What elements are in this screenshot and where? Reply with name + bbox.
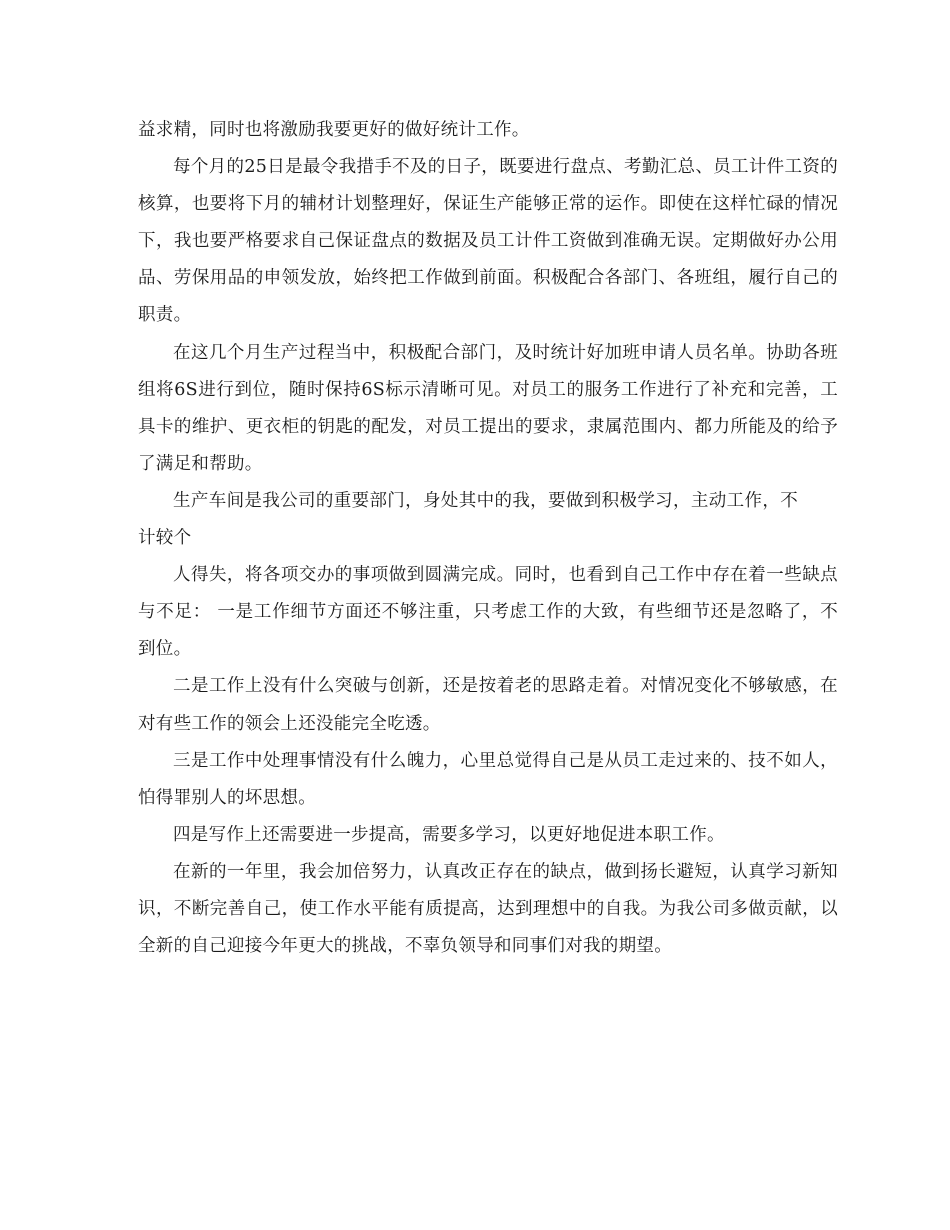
paragraph-continuation: 益求精，同时也将激励我要更好的做好统计工作。 (138, 120, 530, 140)
paragraph-production-support: 在这几个月生产过程当中，积极配合部门，及时统计好加班申请人员名单。协助各班组将6S进行到位，随时保持6S标示清晰可见。对员工的服务工作进行了补充和完善，工具卡的维护、更衣柜的钥匙的配发，对员工提出的要求，隶属范围内、都力所能及的给予了满足和帮助。 (138, 342, 838, 474)
paragraph-new-year-plan: 在新的一年里，我会加倍努力，认真改正存在的缺点，做到扬长避短，认真学习新知识，不断完善自己，使工作水平能有质提高，达到理想中的自我。为我公司多做贡献，以全新的自己迎接今年更大的挑战，不辜负领导和同事们对我的期望。 (138, 861, 838, 957)
paragraph-monthly-tasks: 每个月的25日是最令我措手不及的日子，既要进行盘点、考勤汇总、员工计件工资的核算，也要将下月的辅材计划整理好，保证生产能够正常的运作。即使在这样忙碌的情况下，我也要严格要求自己保证盘点的数据及员工计件工资做到准确无误。定期做好办公用品、劳保用品的申领发放，始终把工作做到前面。积极配合各部门、各班组，履行自己的职责。 (138, 157, 838, 326)
paragraph-shortcomings: 人得失，将各项交办的事项做到圆满完成。同时，也看到自己工作中存在着一些缺点与不足： 一是工作细节方面还不够注重，只考虑工作的大致，有些细节还是忽略了，不到位。 (138, 565, 838, 660)
paragraph-workshop-role: 生产车间是我公司的重要部门，身处其中的我，要做到积极学习，主动工作，不计较个 (138, 490, 798, 549)
paragraph-point-four: 四是写作上还需要进一步提高，需要多学习，以更好地促进本职工作。 (173, 824, 725, 845)
paragraph-point-two: 二是工作上没有什么突破与创新，还是按着老的思路走着。对情况变化不够敏感，在对有些工作的领会上还没能完全吃透。 (138, 676, 838, 734)
paragraph-point-three: 三是工作中处理事情没有什么魄力，心里总觉得自己是从员工走过来的、技不如人，怕得罪别人的坏思想。 (138, 750, 838, 808)
document-body (138, 112, 838, 965)
